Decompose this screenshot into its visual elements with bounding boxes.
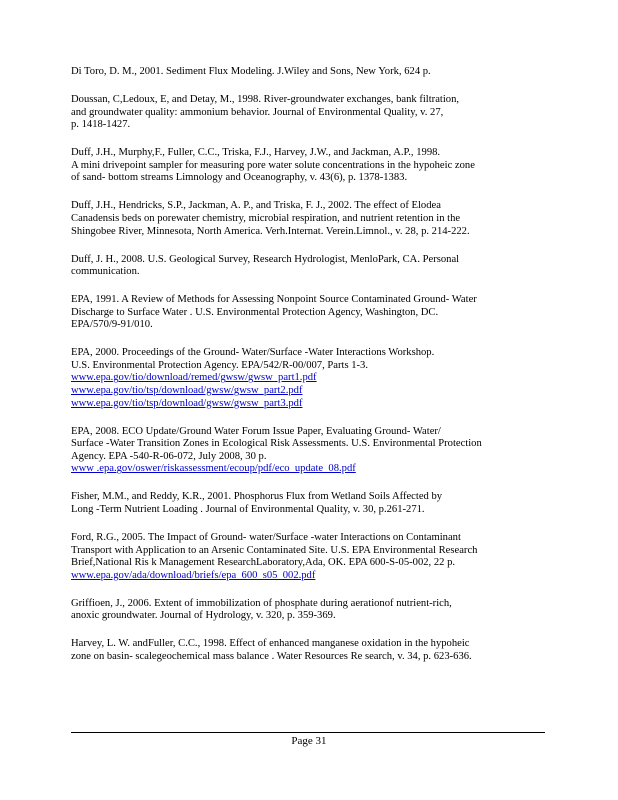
reference-text-line: Doussan, C,Ledoux, E, and Detay, M., 1998. River-groundwater exchanges, bank filtration, — [71, 93, 460, 105]
reference-link[interactable]: www.epa.gov/tio/download/remed/gwsw/gwsw_part1.pdf — [71, 372, 317, 384]
reference-entry — [71, 532, 549, 582]
reference-entry — [71, 426, 549, 476]
reference-text-line: Fisher, M.M., and Reddy, K.R., 2001. Phosphorus Flux from Wetland Soils Affected by — [71, 491, 443, 503]
reference-entry — [71, 254, 549, 279]
reference-text-line: EPA, 2008. ECO Update/Ground Water Forum Issue Paper, Evaluating Ground- Water/ — [71, 425, 441, 437]
reference-text-line: Griffioen, J., 2006. Extent of immobilization of phosphate during aerationof nutrient-rich, — [71, 597, 452, 609]
reference-entry — [71, 294, 549, 332]
reference-text-line: EPA/570/9-91/010. — [71, 319, 153, 331]
reference-entry — [71, 66, 549, 79]
reference-text-line: of sand- bottom streams Limnology and Oceanography, v. 43(6), p. 1378-1383. — [71, 172, 408, 184]
reference-text-line: EPA, 2000. Proceedings of the Ground- Water/Surface -Water Interactions Workshop. — [71, 347, 435, 359]
reference-link[interactable]: www.epa.gov/ada/download/briefs/epa_600_s05_002.pdf — [71, 569, 316, 581]
reference-entry — [71, 491, 549, 516]
reference-link[interactable]: www .epa.gov/oswer/riskassessment/ecoup/pdf/eco_update_08.pdf — [71, 463, 356, 475]
reference-text-line: Duff, J. H., 2008. U.S. Geological Survey, Research Hydrologist, MenloPark, CA. Personal — [71, 253, 460, 265]
reference-text-line: Duff, J.H., Murphy,F., Fuller, C.C., Triska, F.J., Harvey, J.W., and Jackman, A.P., 1998. — [71, 147, 441, 159]
reference-text-line: Agency. EPA -540-R-06-072, July 2008, 30 p. — [71, 450, 267, 462]
reference-link[interactable]: www.epa.gov/tio/tsp/download/gwsw/gwsw_part3.pdf — [71, 397, 303, 409]
reference-text-line: A mini drivepoint sampler for measuring pore water solute concentrations in the hypoheic zone — [71, 159, 475, 171]
reference-entry — [71, 347, 549, 410]
reference-text-line: Canadensis beds on porewater chemistry, microbial respiration, and nutrient retention in the — [71, 212, 461, 224]
reference-entry — [71, 638, 549, 663]
reference-text-line: Surface -Water Transition Zones in Ecological Risk Assessments. U.S. Environmental Protection — [71, 438, 482, 450]
reference-text-line: p. 1418-1427. — [71, 119, 131, 131]
footer-divider — [71, 732, 545, 733]
reference-text-line: Ford, R.G., 2005. The Impact of Ground- water/Surface -water Interactions on Contaminant — [71, 531, 461, 543]
reference-text-line: Brief,National Ris k Management ResearchLaboratory,Ada, OK. EPA 600-S-05-002, 22 p. — [71, 557, 456, 569]
reference-link[interactable]: www.epa.gov/tio/tsp/download/gwsw/gwsw_part2.pdf — [71, 385, 303, 397]
reference-entry — [71, 598, 549, 623]
reference-text-line: Long -Term Nutrient Loading . Journal of Environmental Quality, v. 30, p.261-271. — [71, 503, 425, 515]
reference-entry — [71, 200, 549, 238]
reference-text-line: Discharge to Surface Water . U.S. Environmental Protection Agency, Washington, DC. — [71, 306, 439, 318]
page-number: Page 31 — [291, 735, 327, 747]
reference-entry — [71, 94, 549, 132]
reference-text-line: U.S. Environmental Protection Agency. EPA/542/R-00/007, Parts 1-3. — [71, 359, 368, 371]
reference-list — [71, 66, 549, 679]
reference-text-line: Duff, J.H., Hendricks, S.P., Jackman, A. P., and Triska, F. J., 2002. The effect of Elodea — [71, 200, 441, 212]
reference-text-line: communication. — [71, 266, 140, 278]
reference-text-line: Di Toro, D. M., 2001. Sediment Flux Modeling. J.Wiley and Sons, New York, 624 p. — [71, 66, 431, 77]
reference-text-line: anoxic groundwater. Journal of Hydrology, v. 320, p. 359-369. — [71, 610, 336, 622]
reference-text-line: Shingobee River, Minnesota, North America. Verh.Internat. Verein.Limnol., v. 28, p. 214-222. — [71, 225, 470, 237]
reference-text-line: zone on basin- scalegeochemical mass balance . Water Resources Re search, v. 34, p. 623-636. — [71, 650, 472, 662]
reference-entry — [71, 147, 549, 185]
reference-text-line: Harvey, L. W. andFuller, C.C., 1998. Effect of enhanced manganese oxidation in the hypoheic — [71, 638, 470, 650]
reference-text-line: and groundwater quality: ammonium behavior. Journal of Environmental Quality, v. 27, — [71, 106, 444, 118]
reference-text-line: EPA, 1991. A Review of Methods for Assessing Nonpoint Source Contaminated Ground- Water — [71, 294, 477, 306]
reference-text-line: Transport with Application to an Arsenic Contaminated Site. U.S. EPA Environmental Research — [71, 544, 478, 556]
